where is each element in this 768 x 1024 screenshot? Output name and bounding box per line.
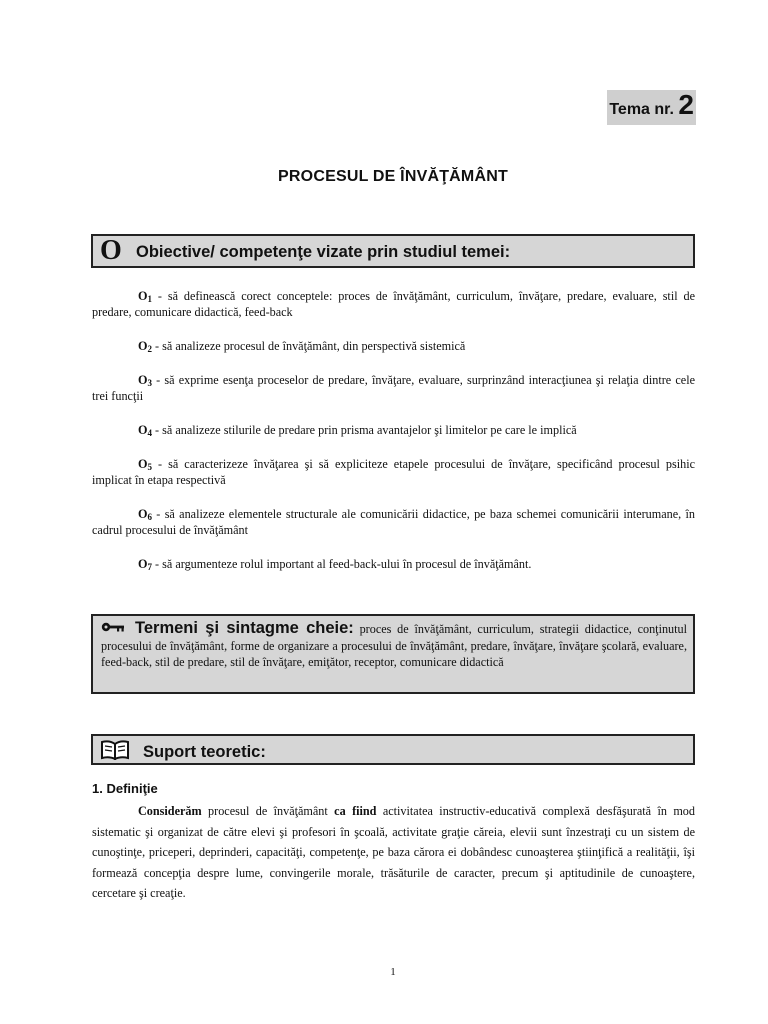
objective-code: $O_1$ <box>138 289 152 304</box>
key-icon <box>101 621 125 633</box>
topic-label: Tema nr. <box>609 101 674 118</box>
objective-code: $O_5$ <box>138 457 152 472</box>
key-terms-box <box>91 614 695 694</box>
objective-text: - să exprime esenţa proceselor de predare, învăţare, evaluare, surprinzând interacţiunea şi relaţia dintre cele trei funcţii <box>92 373 695 403</box>
objectives-title: Obiective/ competenţe vizate prin studiul temei: <box>136 243 511 261</box>
objective-item <box>92 288 695 320</box>
definition-bold-2: ca fiind <box>334 804 377 818</box>
objectives-header-box <box>91 234 695 268</box>
objective-code: $O_2$ <box>138 339 152 354</box>
page-number: 1 <box>390 966 396 978</box>
objective-item <box>92 556 695 572</box>
key-terms-text: proces de învăţământ, curriculum, strategii didactice, conţinutul procesului de învăţământ, forme de organizare a procesului de învăţământ, predare, învăţare, învăţare şcolară, evaluare, feed-back, stil de predare, stil de învăţare, emiţător, receptor, comunicare didactică <box>101 622 688 669</box>
objective-item <box>92 506 695 538</box>
objective-text: - să definească corect conceptele: proces de învăţământ, curriculum, învăţare, predare, evaluare, stil de predare, comunicare didactică, feed-back <box>92 289 695 319</box>
objective-code: $O_6$ <box>138 507 152 522</box>
objective-text: - să analizeze stilurile de predare prin prisma avantajelor şi limitelor pe care le implică <box>151 423 577 437</box>
definition-paragraph: Considerăm procesul de învăţământ ca fiind activitatea instructiv-educativă complexă desfăşurată în mod sistematic şi organizat de către elevi şi profesori în şcoală, activitate graţie căreia, elevii sunt înzestraţi cu un sistem de cunoştinţe, priceperi, deprinderi, capacităţi, competenţe, pe baza cărora ei dobândesc cunoaşterea ştiinţifică a realităţii, îşi formează concepţia despre lume, convingerile morale, trăsăturile de caracter, precum şi aptitudinile de cunoaştere, cercetare şi creaţie. <box>92 804 695 900</box>
objective-code: $O_3$ <box>138 373 152 388</box>
objective-code: $O_4$ <box>138 423 152 438</box>
objective-item <box>92 338 695 354</box>
open-book-icon <box>101 740 129 760</box>
objective-item <box>92 372 695 404</box>
objective-text: - să analizeze elementele structurale ale comunicării didactice, pe baza schemei comunicării interumane, în cadrul procesului de învăţământ <box>92 507 695 537</box>
objective-text: - să argumenteze rolul important al feed-back-ului în procesul de învăţământ. <box>151 557 532 571</box>
definition-bold-1: Considerăm <box>138 804 202 818</box>
page-title: PROCESUL DE ÎNVĂŢĂMÂNT <box>278 168 508 185</box>
objective-item <box>92 456 695 488</box>
objectives-letter-icon: O <box>100 235 122 266</box>
topic-number: 2 <box>678 89 694 120</box>
topic-number-label <box>607 90 696 125</box>
objective-text: - să analizeze procesul de învăţământ, din perspectivă sistemică <box>151 339 466 353</box>
section-heading: 1. Definiţie <box>92 781 158 796</box>
theory-support-box <box>91 734 695 765</box>
objective-code: $O_7$ <box>138 557 152 572</box>
key-terms-title: Termeni şi sintagme cheie: <box>135 619 354 637</box>
objective-item <box>92 422 695 438</box>
theory-support-title: Suport teoretic: <box>143 743 266 761</box>
objective-text: - să caracterizeze învăţarea şi să expliciteze etapele procesului de învăţare, specificând procesul psihic implicat în etapa respectivă <box>92 457 695 487</box>
